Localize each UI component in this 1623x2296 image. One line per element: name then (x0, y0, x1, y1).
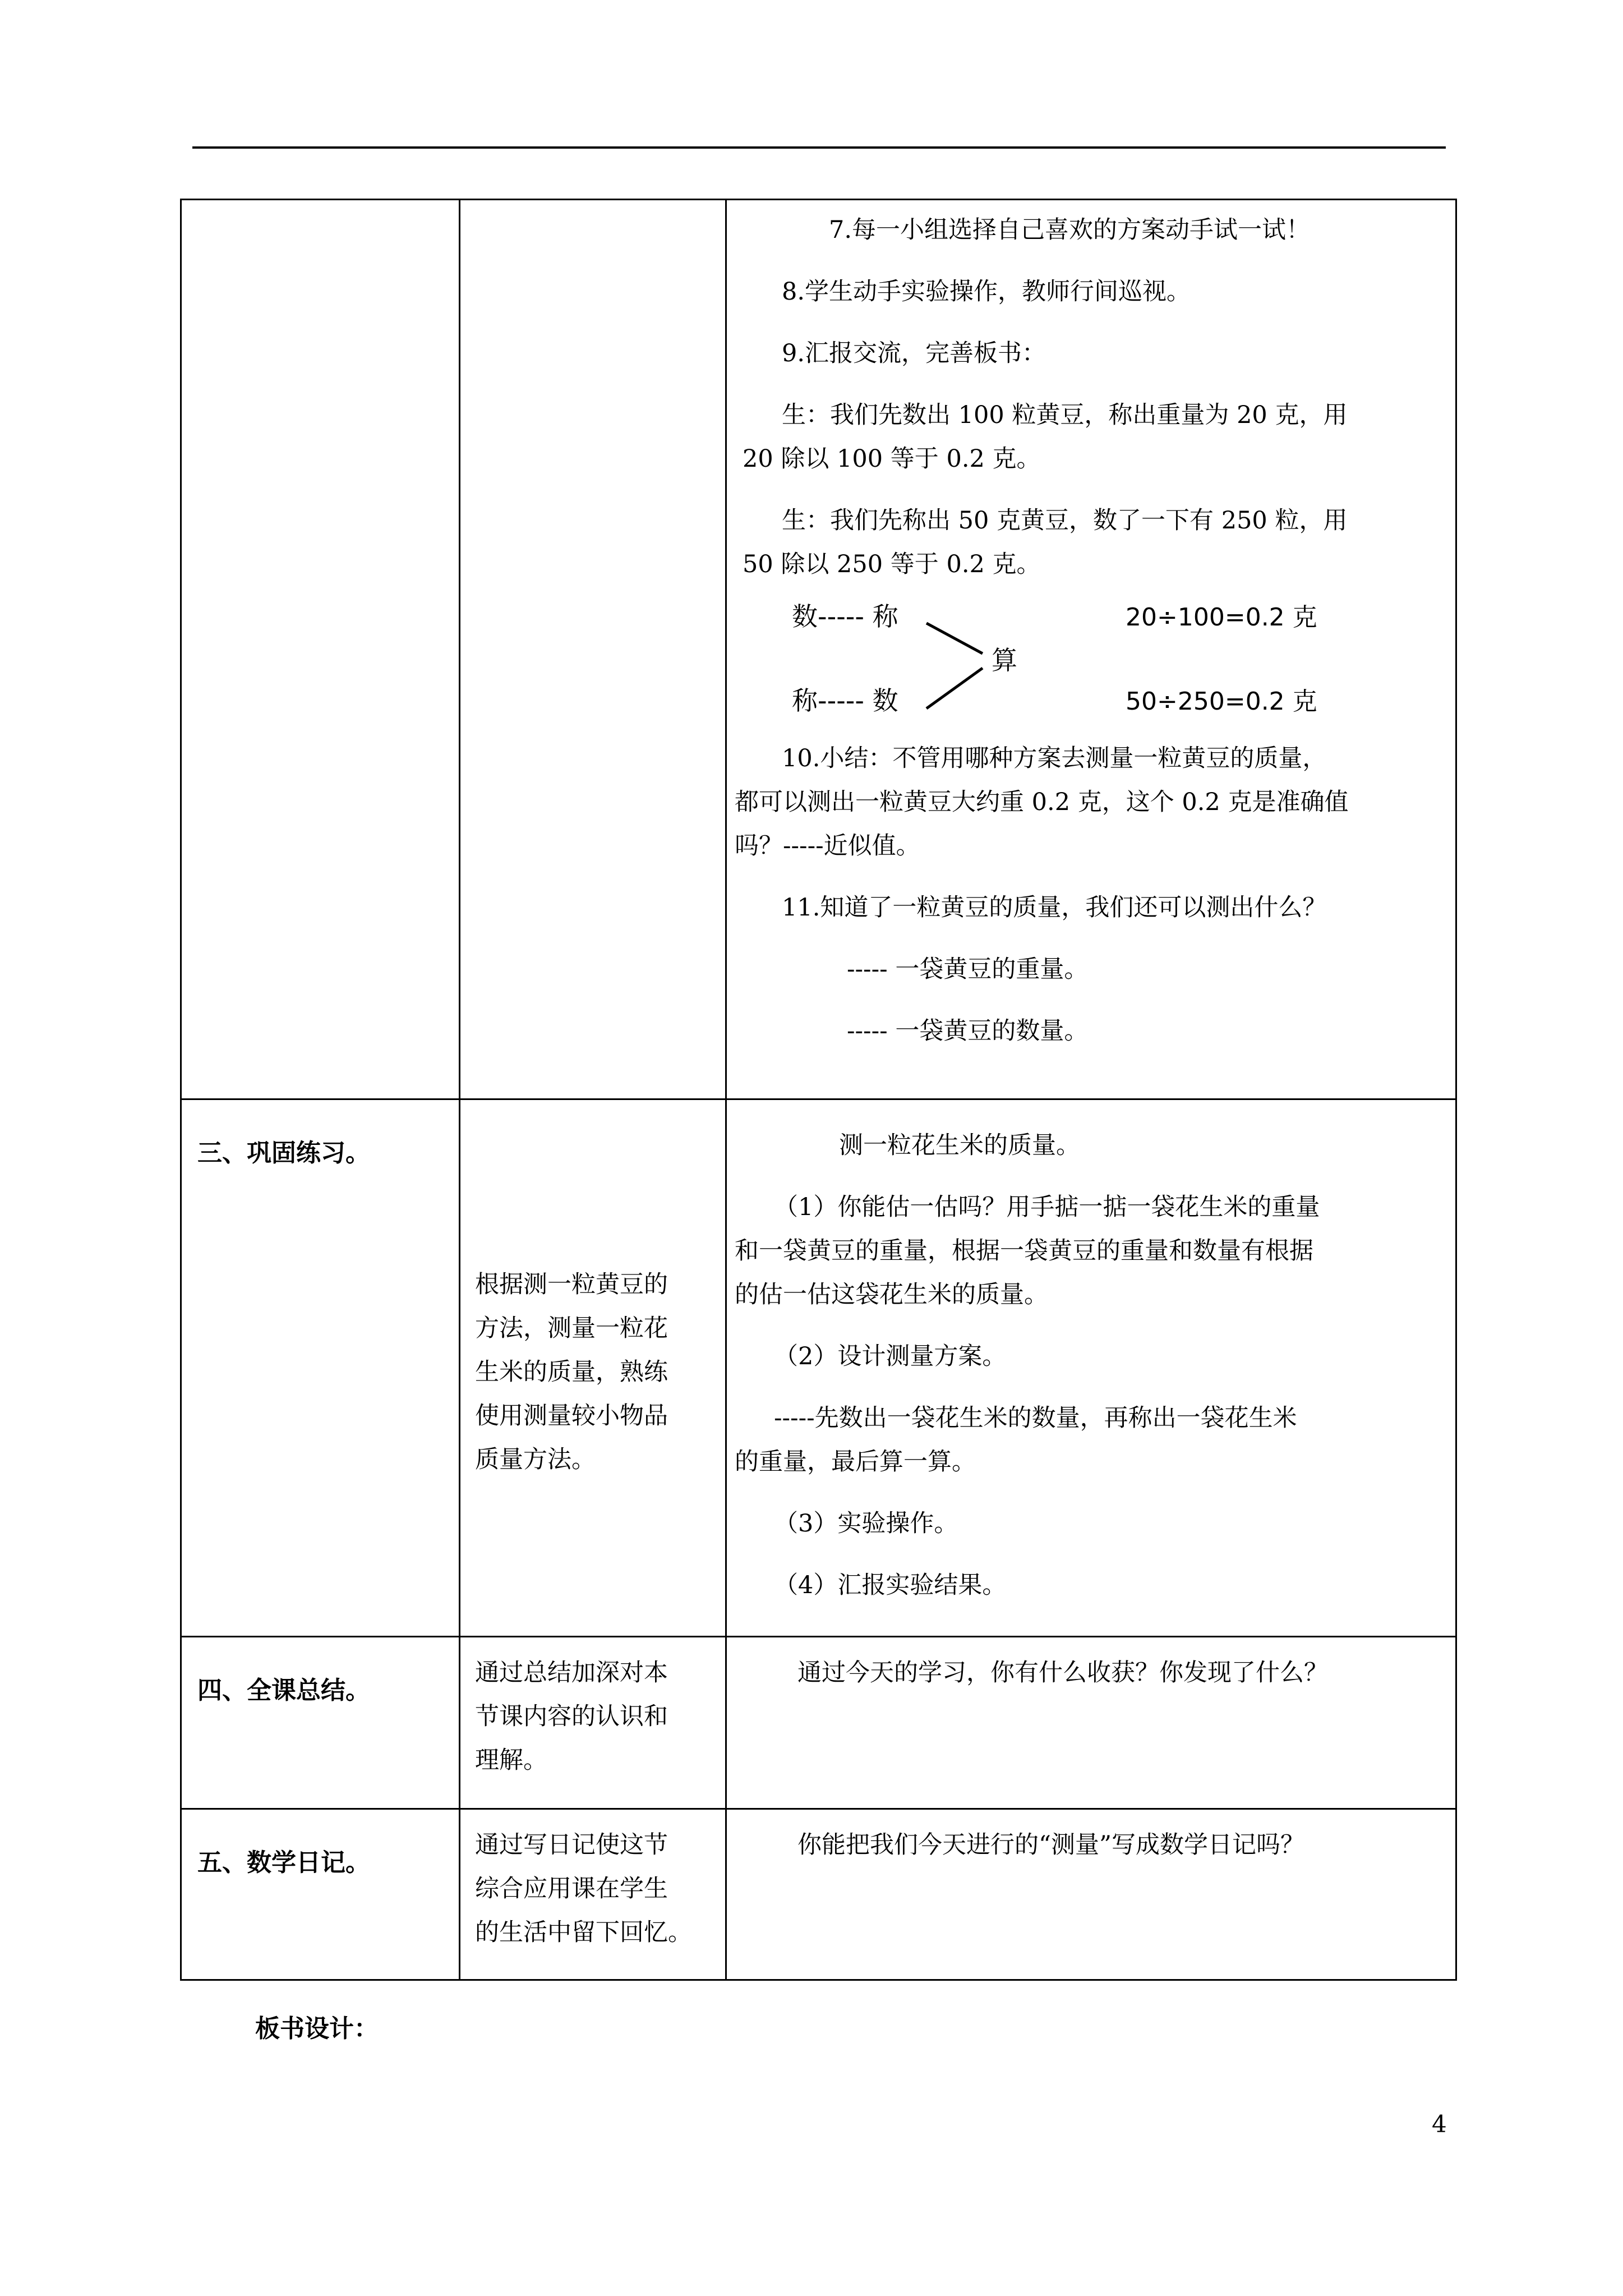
goal-text: 理解。 (475, 1746, 547, 1774)
diagram-connector-top (926, 623, 983, 654)
step-text: 20 除以 100 等于 0.2 克。 (743, 445, 1041, 473)
diagram-label-bottom-left: 称----- 数 (792, 685, 898, 716)
step-text: 吗？-----近似值。 (735, 832, 920, 860)
diagram-label-center: 算 (992, 645, 1017, 675)
content-cell (726, 200, 1456, 1099)
step-text: 生：我们先数出 100 粒黄豆，称出重量为 20 克，用 (782, 401, 1348, 429)
content-cell (726, 1099, 1456, 1637)
section-cell (181, 1099, 460, 1637)
step-text: （4）汇报实验结果。 (774, 1571, 1007, 1599)
lesson-plan-table (180, 199, 1457, 1981)
goal-cell (460, 1099, 726, 1637)
step-text: 都可以测出一粒黄豆大约重 0.2 克，这个 0.2 克是准确值 (735, 788, 1349, 816)
diagram-connector-bottom (926, 668, 983, 708)
diagram-label-top-left: 数----- 称 (792, 601, 898, 632)
section-title: 三、巩固练习。 (197, 1139, 370, 1167)
step-text: （3）实验操作。 (774, 1510, 958, 1538)
goal-text: 综合应用课在学生 (475, 1875, 668, 1903)
board-design-heading: 板书设计： (255, 2014, 379, 2043)
section-cell (181, 1809, 460, 1980)
step-text: -----先数出一袋花生米的数量，再称出一袋花生米 (774, 1404, 1297, 1432)
step-text: 的重量，最后算一算。 (735, 1448, 976, 1476)
goal-text: 根据测一粒黄豆的 (475, 1271, 668, 1299)
measure-diagram (758, 591, 1330, 731)
step-text: 和一袋黄豆的重量，根据一袋黄豆的重量和数量有根据 (735, 1237, 1313, 1265)
goal-text: 通过总结加深对本 (475, 1659, 668, 1687)
table-row (181, 1809, 1456, 1980)
goal-text: 使用测量较小物品 (475, 1402, 668, 1430)
step-text: 7.每一小组选择自己喜欢的方案动手试一试！ (829, 216, 1311, 244)
goal-text: 的生活中留下回忆。 (475, 1918, 692, 1947)
step-text: 通过今天的学习，你有什么收获？你发现了什么？ (797, 1659, 1328, 1687)
content-cell (726, 1637, 1456, 1809)
step-text: 11.知道了一粒黄豆的质量，我们还可以测出什么？ (782, 894, 1327, 922)
goal-text: 方法，测量一粒花 (475, 1314, 668, 1342)
step-text: 10.小结：不管用哪种方案去测量一粒黄豆的质量， (782, 744, 1327, 772)
table-row (181, 1099, 1456, 1637)
step-text: ----- 一袋黄豆的重量。 (847, 955, 1089, 983)
goal-text: 通过写日记使这节 (475, 1831, 668, 1859)
step-text: 9.汇报交流，完善板书： (782, 339, 1046, 367)
section-cell (181, 1637, 460, 1809)
goal-text: 生米的质量，熟练 (475, 1358, 668, 1386)
content-cell (726, 1809, 1456, 1980)
step-text: 的估一估这袋花生米的质量。 (735, 1281, 1048, 1309)
goal-cell (460, 1809, 726, 1980)
step-text: （2）设计测量方案。 (774, 1342, 1007, 1370)
goal-text: 质量方法。 (475, 1446, 596, 1474)
step-text: （1）你能估一估吗？用手掂一掂一袋花生米的重量 (774, 1193, 1320, 1221)
table-row (181, 200, 1456, 1099)
section-title: 五、数学日记。 (197, 1848, 370, 1877)
step-text: 生：我们先称出 50 克黄豆，数了一下有 250 粒，用 (782, 507, 1348, 535)
page-number: 4 (1432, 2110, 1447, 2138)
section-cell (181, 200, 460, 1099)
goal-cell (460, 200, 726, 1099)
step-text: 8.学生动手实验操作，教师行间巡视。 (782, 278, 1191, 306)
step-text: ----- 一袋黄豆的数量。 (847, 1017, 1089, 1045)
goal-cell (460, 1637, 726, 1809)
step-text: 50 除以 250 等于 0.2 克。 (743, 550, 1041, 578)
header-rule (192, 146, 1446, 149)
diagram-formula-bottom: 50÷250=0.2 克 (1126, 687, 1317, 716)
step-text: 你能把我们今天进行的“测量”写成数学日记吗？ (797, 1831, 1304, 1859)
section-title: 四、全课总结。 (197, 1676, 370, 1705)
goal-text: 节课内容的认识和 (475, 1703, 668, 1731)
diagram-formula-top: 20÷100=0.2 克 (1126, 603, 1317, 632)
step-text: 测一粒花生米的质量。 (839, 1131, 1080, 1159)
table-row (181, 1637, 1456, 1809)
